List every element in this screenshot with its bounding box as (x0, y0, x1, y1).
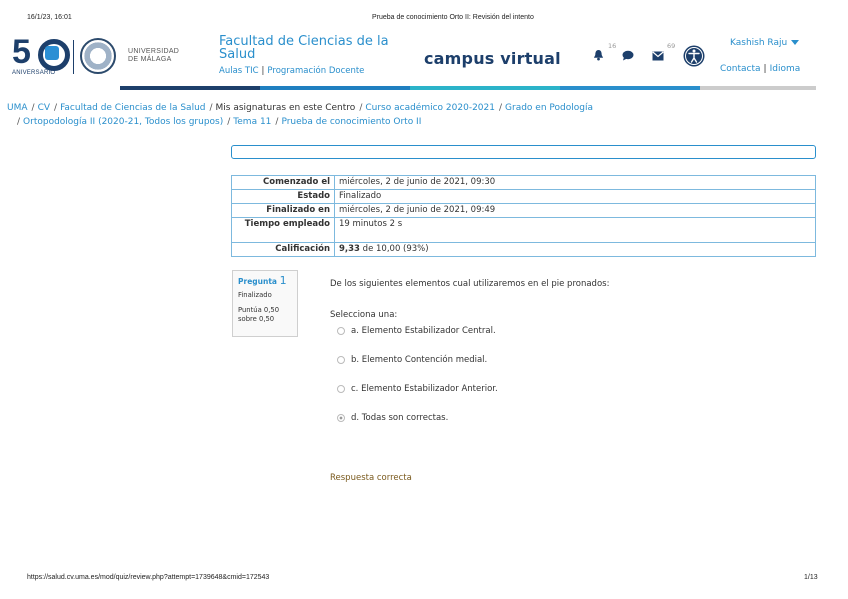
breadcrumb-item-grado[interactable]: Grado en Podología (505, 103, 593, 113)
chevron-down-icon (791, 40, 799, 45)
attempt-summary-table (231, 175, 816, 257)
radio-button[interactable] (337, 356, 345, 364)
header-colorbar-segment-2 (260, 86, 410, 90)
breadcrumb-item-uma[interactable]: UMA (7, 103, 28, 113)
header-colorbar-segment-5 (700, 86, 816, 90)
question-score: Puntúa 0,50 sobre 0,50 (238, 306, 280, 323)
breadcrumb-item-cv[interactable]: CV (37, 103, 51, 113)
contacta-link[interactable]: Contacta (720, 64, 761, 74)
print-page-number: 1/13 (804, 574, 818, 581)
question-text: De los siguientes elementos cual utilizaremos en el pie pronados: (330, 279, 610, 289)
summary-label: Calificación (232, 243, 335, 257)
summary-value: miércoles, 2 de junio de 2021, 09:30 (335, 176, 816, 190)
header-colorbar-segment-4 (560, 86, 700, 90)
answer-option[interactable] (337, 413, 448, 423)
grade-score: 9,33 (339, 244, 360, 254)
answer-option[interactable] (337, 355, 487, 365)
idioma-link[interactable]: Idioma (769, 64, 801, 74)
campus-virtual-title[interactable]: campus virtual (424, 49, 561, 68)
summary-value (335, 243, 816, 257)
answer-feedback: Respuesta correcta (330, 473, 412, 483)
quiz-navigation-box (231, 145, 816, 159)
university-line2: DE MÁLAGA (128, 56, 172, 63)
breadcrumb-separator: / (31, 103, 35, 113)
header-colorbar-segment-1 (120, 86, 260, 90)
breadcrumb-separator: / (359, 103, 363, 113)
aulas-tic-link[interactable]: Aulas TIC (219, 66, 259, 76)
answer-option-label: c. Elemento Estabilizador Anterior. (351, 384, 498, 394)
faculty-title[interactable]: Facultad de Ciencias de la Salud (219, 34, 389, 62)
summary-row-finished (232, 204, 816, 218)
summary-value: miércoles, 2 de junio de 2021, 09:49 (335, 204, 816, 218)
notifications-count: 16 (608, 42, 617, 50)
breadcrumb (7, 101, 837, 129)
print-doc-title: Prueba de conocimiento Orto II: Revisión del intento (372, 14, 534, 21)
radio-button[interactable] (337, 385, 345, 393)
summary-label: Estado (232, 190, 335, 204)
summary-label: Comenzado el (232, 176, 335, 190)
link-separator: | (763, 64, 767, 74)
breadcrumb-item-tema[interactable]: Tema 11 (233, 117, 272, 127)
answer-option-label: b. Elemento Contención medial. (351, 355, 488, 365)
breadcrumb-item-asignatura[interactable]: Ortopodología II (2020-21, Todos los grupos) (23, 117, 224, 127)
messages-count: 69 (667, 42, 676, 50)
breadcrumb-separator: / (498, 103, 503, 113)
summary-row-state (232, 190, 816, 204)
breadcrumb-item-facultad[interactable]: Facultad de Ciencias de la Salud (60, 103, 206, 113)
grade-total: de 10,00 (93%) (359, 244, 429, 254)
answer-prompt: Selecciona una: (330, 310, 398, 320)
header-colorbar-segment-3 (410, 86, 560, 90)
question-number-value: 1 (279, 274, 287, 287)
link-separator: | (261, 66, 265, 76)
breadcrumb-separator: / (275, 117, 279, 127)
faculty-links (219, 66, 364, 76)
answer-option-label: d. Todas son correctas. (351, 413, 449, 423)
summary-row-time (232, 218, 816, 243)
anniversary-logo[interactable] (12, 33, 70, 80)
answer-option[interactable] (337, 326, 496, 336)
user-name: Kashish Raju (730, 38, 788, 48)
print-datetime: 16/1/23, 16:01 (27, 14, 72, 21)
summary-label: Tiempo empleado (232, 218, 335, 243)
breadcrumb-separator: / (209, 103, 213, 113)
summary-value: 19 minutos 2 s (335, 218, 816, 243)
university-seal-icon[interactable] (80, 38, 116, 74)
breadcrumb-separator: / (17, 117, 21, 127)
question-label: Pregunta (238, 277, 277, 286)
question-state: Finalizado (238, 291, 272, 299)
logo-caption: ANIVERSARIO (12, 70, 56, 76)
summary-label: Finalizado en (232, 204, 335, 218)
user-links (720, 64, 800, 74)
question-info (232, 270, 298, 337)
breadcrumb-separator: / (227, 117, 231, 127)
summary-value: Finalizado (335, 190, 816, 204)
question-number (238, 274, 292, 287)
university-line1: UNIVERSIDAD (128, 48, 180, 55)
mail-icon[interactable] (652, 51, 664, 61)
print-url: https://salud.cv.uma.es/mod/quiz/review.php?attempt=1739648&cmid=172543 (27, 574, 270, 581)
chat-icon[interactable] (622, 50, 634, 61)
user-menu[interactable] (730, 38, 799, 48)
logo-square (45, 46, 59, 60)
breadcrumb-item-curso[interactable]: Curso académico 2020-2021 (365, 103, 495, 113)
bell-icon[interactable] (593, 49, 604, 61)
logo-number: 5 (12, 33, 31, 71)
university-name[interactable] (128, 48, 179, 64)
summary-row-grade (232, 243, 816, 257)
radio-button[interactable] (337, 327, 345, 335)
radio-button-selected[interactable] (337, 414, 345, 422)
breadcrumb-item-mis-asignaturas: Mis asignaturas en este Centro (215, 103, 356, 113)
answer-option[interactable] (337, 384, 498, 394)
accessibility-icon[interactable] (683, 45, 705, 67)
breadcrumb-item-prueba[interactable]: Prueba de conocimiento Orto II (281, 117, 422, 127)
logo-divider (73, 40, 74, 74)
summary-row-started (232, 176, 816, 190)
programacion-docente-link[interactable]: Programación Docente (267, 66, 365, 76)
breadcrumb-separator: / (54, 103, 58, 113)
answer-option-label: a. Elemento Estabilizador Central. (351, 326, 496, 336)
